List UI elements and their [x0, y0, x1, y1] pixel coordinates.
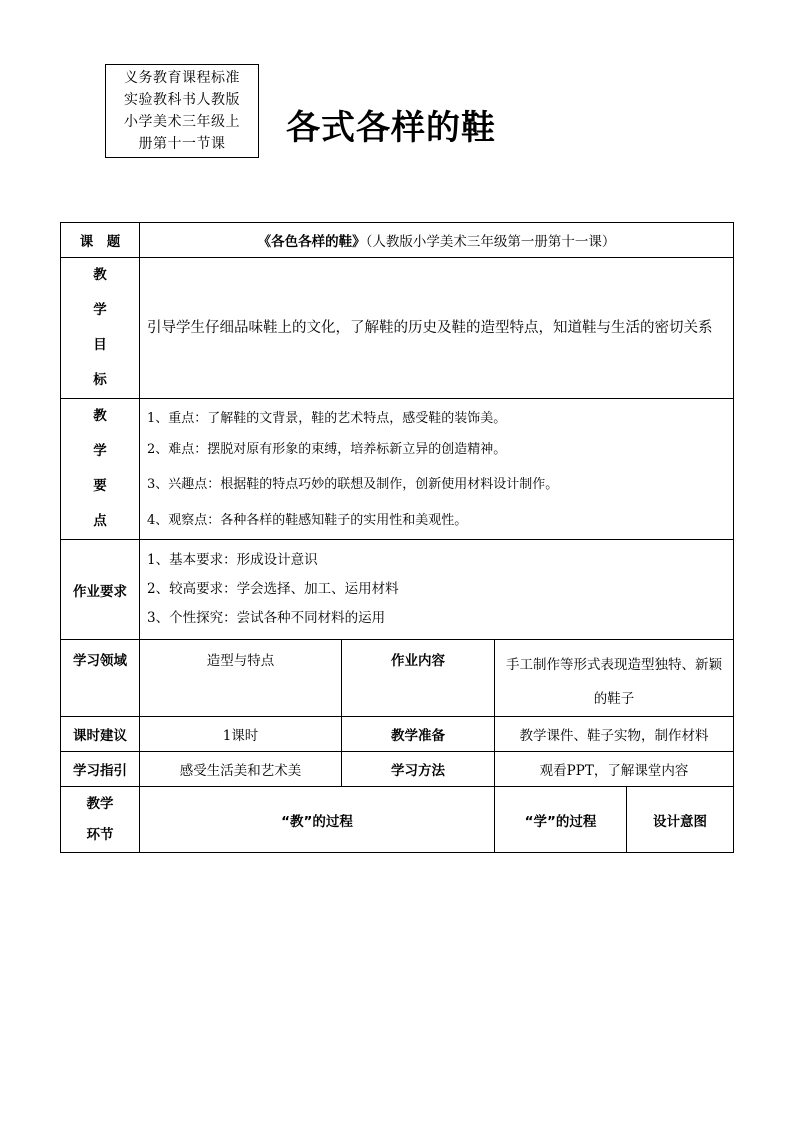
label-method: 学习方法: [342, 752, 495, 787]
label-char: 标: [93, 372, 107, 388]
page-title: 各式各样的鞋: [286, 108, 496, 148]
method-value: 观看PPT，了解课堂内容: [495, 752, 734, 787]
label-homework-req: 作业要求: [61, 540, 140, 640]
preparation-value: 教学课件、鞋子实物，制作材料: [495, 717, 734, 752]
key-point-item: 1、重点：了解鞋的文背景，鞋的艺术特点，感受鞋的装饰美。: [147, 410, 507, 426]
row-key-points: [61, 399, 734, 540]
label-guide: 学习指引: [61, 752, 140, 787]
time-value: 1课时: [140, 717, 342, 752]
label-char: 目: [93, 337, 107, 353]
label-domain: 学习领域: [61, 640, 140, 717]
textbook-info-box: [105, 64, 259, 158]
info-line: 册第十一节课: [138, 136, 226, 152]
label-topic: 课 题: [61, 223, 140, 258]
row-goal: [61, 258, 734, 399]
homework-content-value: 手工制作等形式表现造型独特、新颖的鞋子: [495, 640, 734, 717]
design-intent-header: 设计意图: [627, 787, 734, 853]
guide-value: 感受生活美和艺术美: [140, 752, 342, 787]
domain-value: 造型与特点: [140, 640, 342, 717]
label-line: 环节: [86, 826, 114, 843]
info-line: 实验教科书人教版: [124, 92, 240, 108]
label-goal: [61, 258, 140, 399]
topic-title: 《各色各样的鞋》: [257, 234, 366, 250]
lesson-plan-table: [60, 222, 734, 853]
homework-req-item: 3、个性探究：尝试各种不同材料的运用: [147, 610, 386, 626]
label-char: 学: [93, 443, 107, 459]
label-char: 点: [93, 513, 107, 529]
label-process: [61, 787, 140, 853]
label-line: 教学: [86, 795, 114, 812]
label-key-points: [61, 399, 140, 540]
key-point-item: 3、兴趣点：根据鞋的特点巧妙的联想及制作，创新使用材料设计制作。: [147, 476, 559, 492]
info-line: 小学美术三年级上: [124, 114, 240, 130]
topic-subtitle: （人教版小学美术三年级第一册第十一课）: [365, 234, 616, 250]
row-topic: [61, 223, 734, 258]
row-guide: [61, 752, 734, 787]
homework-req-item: 2、较高要求：学会选择、加工、运用材料: [147, 581, 399, 597]
label-homework-content: 作业内容: [342, 640, 495, 717]
row-process-header: [61, 787, 734, 853]
teach-process-header: “教”的过程: [140, 787, 495, 853]
label-char: 学: [93, 302, 107, 318]
label-char: 教: [93, 267, 107, 283]
row-time: [61, 717, 734, 752]
label-char: 要: [93, 478, 107, 494]
key-points-list: [140, 399, 734, 540]
key-point-item: 4、观察点：各种各样的鞋感知鞋子的实用性和美观性。: [147, 512, 468, 528]
key-point-item: 2、难点：摆脱对原有形象的束缚，培养标新立异的创造精神。: [147, 441, 507, 457]
topic-value: [140, 223, 734, 258]
label-preparation: 教学准备: [342, 717, 495, 752]
goal-text: 引导学生仔细品味鞋上的文化，了解鞋的历史及鞋的造型特点，知道鞋与生活的密切关系: [140, 258, 734, 399]
homework-req-item: 1、基本要求：形成设计意识: [147, 552, 318, 568]
row-domain: [61, 640, 734, 717]
row-homework-req: [61, 540, 734, 640]
info-line: 义务教育课程标准: [124, 70, 240, 86]
label-time: 课时建议: [61, 717, 140, 752]
homework-req-list: [140, 540, 734, 640]
label-char: 教: [93, 408, 107, 424]
learn-process-header: “学”的过程: [495, 787, 627, 853]
